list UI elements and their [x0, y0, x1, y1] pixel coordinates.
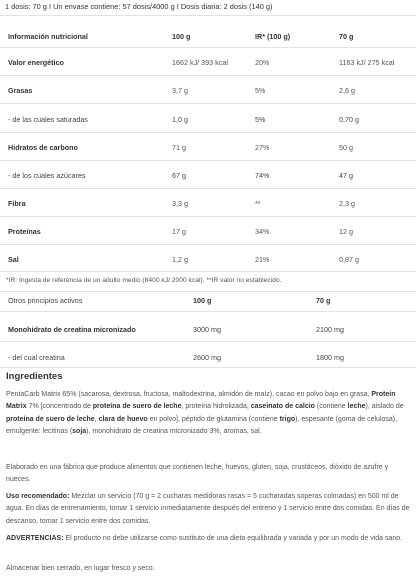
row-label: Hidratos de carbono — [8, 143, 78, 152]
divider — [0, 132, 416, 133]
row-label: Fibra — [8, 199, 26, 208]
value-ir: 5% — [255, 86, 266, 95]
divider — [0, 160, 416, 161]
divider — [0, 367, 416, 368]
ingredients-bold: clara de huevo — [98, 415, 148, 423]
ingredients-part: , — [94, 415, 99, 423]
actives-header-70g: 70 g — [316, 296, 331, 305]
ingredients-bold: soja — [72, 427, 87, 435]
row-label: Monohidrato de creatina micronizado — [8, 325, 136, 334]
value-100g: 1,0 g — [172, 115, 188, 124]
value-70g: 2100 mg — [316, 325, 344, 334]
nutrition-footnote: *IR: Ingesta de referencia de un adulto medio (8400 kJ/ 2000 kcal). **IR valor no establecido. — [6, 277, 282, 284]
ingredients-text — [6, 389, 411, 438]
value-70g: 2,3 g — [339, 199, 355, 208]
value-70g: 0,70 g — [339, 115, 359, 124]
allergen-notice: Elaborado en una fábrica que produce alimentos que contienen leche, huevos, gluten, soja, crustáceos, dióxido de azufre y nueces. — [6, 464, 389, 484]
value-70g: 2,6 g — [339, 86, 355, 95]
dose-line: 1 dosis: 70 g I Un envase contiene: 57 dosis/4000 g I Dosis diaria: 2 dosis (140 g) — [5, 2, 273, 11]
row-label: Proteínas — [8, 227, 41, 236]
value-ir: 74% — [255, 171, 270, 180]
row-label: Valor energético — [8, 58, 64, 67]
ingredients-part: ), espesante (goma de celulosa), emulgente: lecitinas ( — [6, 415, 398, 435]
divider — [0, 341, 416, 342]
divider — [0, 75, 416, 76]
value-100g: 3000 mg — [193, 325, 221, 334]
ingredients-part: 7% [concentrado de — [26, 403, 93, 411]
divider — [0, 291, 416, 292]
row-label: - de las cuales saturadas — [8, 115, 88, 124]
ingredients-bold: proteína de suero de leche — [6, 415, 95, 423]
divider — [0, 271, 416, 272]
ingredients-bold: caseinato de calcio — [250, 403, 315, 411]
ingredients-part: PentaCarb Matrix 65% (sacarosa, dextrosa, fructosa, maltodextrina, almidón de maíz), cacao en polvo bajo en grasa, — [6, 391, 372, 398]
value-ir: 20% — [255, 58, 270, 67]
divider — [0, 216, 416, 217]
ingredients-part: , proteína hidrolizada, — [181, 403, 251, 411]
value-100g: 2600 mg — [193, 353, 221, 362]
value-100g: 67 g — [172, 171, 186, 180]
value-100g: 3,3 g — [172, 199, 188, 208]
actives-header-label: Otros principios activos — [8, 296, 83, 305]
value-70g: 47 g — [339, 171, 353, 180]
nutrition-header-100g: 100 g — [172, 32, 191, 41]
divider — [0, 103, 416, 104]
value-ir: 34% — [255, 227, 270, 236]
row-label: - de los cuales azúcares — [8, 171, 86, 180]
value-ir: 5% — [255, 115, 266, 124]
ingredients-part: ), monohidrato de creatina micronizado 3%, aromas, sal. — [86, 427, 262, 435]
ingredients-part: ), aislado de — [365, 403, 404, 411]
ingredients-heading: Ingredientes — [6, 371, 63, 382]
value-70g: 0,87 g — [339, 255, 359, 264]
warnings-label: ADVERTENCIAS: — [6, 535, 64, 542]
value-100g: 1,2 g — [172, 255, 188, 264]
value-70g: 1163 kJ/ 275 kcal — [339, 58, 395, 67]
usage-label: Uso recomendado: — [6, 493, 70, 500]
value-70g: 12 g — [339, 227, 353, 236]
nutrition-header-label: Información nutricional — [8, 32, 88, 41]
actives-header-100g: 100 g — [193, 296, 212, 305]
row-label: Grasas — [8, 86, 33, 95]
warnings-text: El producto no debe utilizarse como sustituto de una dieta equilibrada y variada y por un modo de vida sano. — [63, 535, 403, 542]
divider — [0, 311, 416, 312]
storage-note: Almacenar bien cerrado, en lugar fresco y seco. — [6, 565, 155, 572]
divider — [0, 47, 416, 48]
ingredients-bold: leche — [347, 403, 366, 411]
ingredients-part: (contiene — [314, 403, 348, 411]
value-70g: 1800 mg — [316, 353, 344, 362]
ingredients-part: en polvo], péptido de glutamina (contiene — [147, 415, 280, 423]
ingredients-bold: trigo — [279, 415, 296, 423]
row-label: - del cual creatina — [8, 353, 65, 362]
usage-text: Mezclar un servicio (70 g = 2 cucharas medidoras rasas = 5 cucharadas soperas colmadas) en 500 ml de agua. En días de entrenamiento, tomar 1 servicio inmediatamente después del entreno y 1 servicio entre dos comidas. En días de descanso, tomar 1 servicio entre dos comidas. — [6, 493, 410, 525]
value-100g: 3,7 g — [172, 86, 188, 95]
value-ir: ** — [255, 199, 261, 208]
value-100g: 71 g — [172, 143, 186, 152]
usage-paragraph — [6, 491, 411, 528]
warnings-paragraph — [6, 533, 411, 545]
value-100g: 17 g — [172, 227, 186, 236]
value-ir: 27% — [255, 143, 270, 152]
value-ir: 21% — [255, 255, 270, 264]
divider — [0, 15, 416, 16]
divider — [0, 244, 416, 245]
nutrition-header-70g: 70 g — [339, 32, 354, 41]
ingredients-bold: proteína de suero de leche — [92, 403, 182, 411]
row-label: Sal — [8, 255, 19, 264]
nutrition-header-ir: IR* (100 g) — [255, 32, 291, 41]
value-70g: 50 g — [339, 143, 353, 152]
value-100g: 1662 kJ/ 393 kcal — [172, 58, 228, 67]
divider — [0, 188, 416, 189]
ingredients-bold: Protein Matrix — [6, 391, 396, 411]
